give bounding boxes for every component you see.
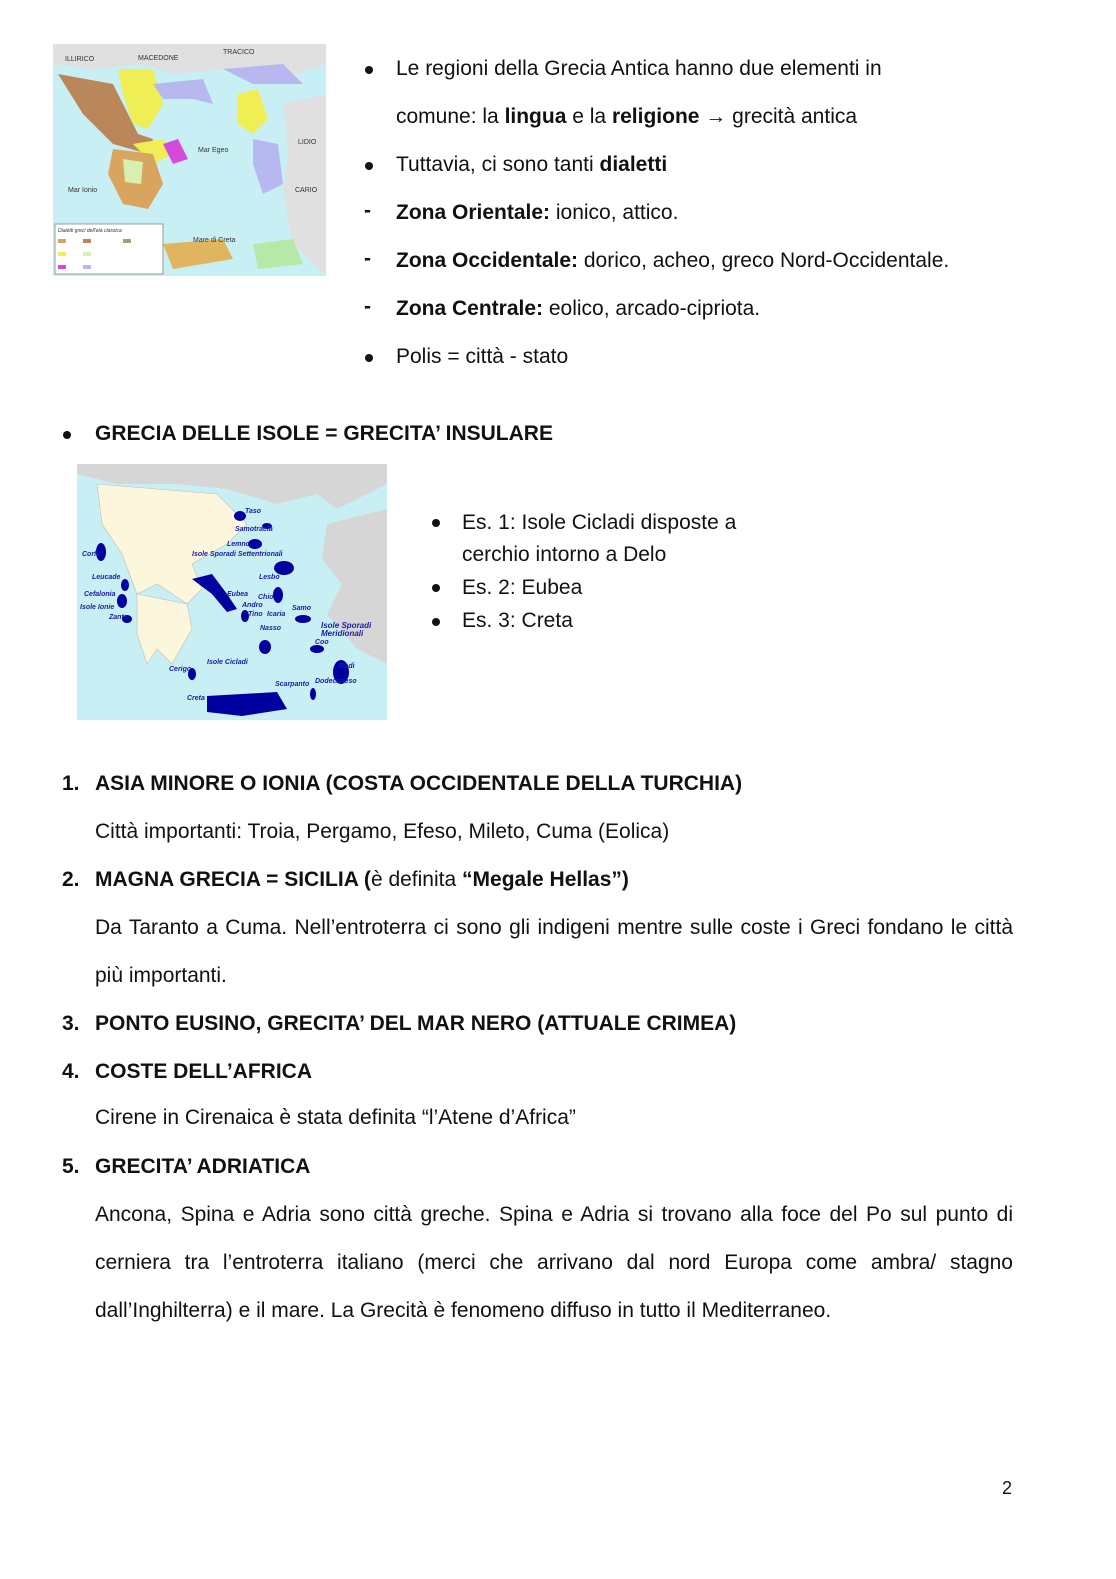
list-number: 3.: [62, 1012, 80, 1035]
dash-item: [396, 247, 949, 275]
text: grecità antica: [732, 105, 858, 128]
map-label: Leucade: [92, 574, 121, 581]
example-text: cerchio intorno a Delo: [462, 543, 667, 566]
map-label: Isole Cicladi: [207, 659, 248, 666]
dash-marker: -: [364, 247, 371, 270]
map-label: Lesbo: [259, 574, 280, 581]
text: comune: la: [396, 105, 505, 128]
list-heading: COSTE DELL’AFRICA: [95, 1060, 313, 1083]
map-label: Samotracia: [235, 526, 273, 533]
map-label: Andro: [242, 602, 263, 609]
list-heading: PONTO EUSINO, GRECITA’ DEL MAR NERO (ATTUALE CRIMEA): [95, 1012, 737, 1035]
bullet-icon: [432, 584, 440, 592]
map-label: Cerigo: [169, 666, 192, 673]
map-label: Isole Sporadi Settentrionali: [192, 551, 283, 558]
map-label: TRACICO: [223, 49, 255, 56]
dash-item: [396, 199, 678, 227]
example-text: Es. 1: Isole Cicladi disposte a: [462, 511, 737, 534]
text: eolico, arcado-cipriota.: [543, 297, 761, 320]
map-label: Isole Ionie: [80, 604, 115, 611]
map-label: Corfù: [82, 551, 101, 558]
greek-dialects-map: [53, 44, 326, 276]
dash-marker: -: [364, 199, 371, 222]
map-label: Mare di Creta: [193, 237, 236, 244]
dash-marker: -: [364, 295, 371, 318]
dash-item: [396, 295, 760, 323]
page-number: 2: [1002, 1478, 1013, 1498]
list-heading: ASIA MINORE O IONIA (COSTA OCCIDENTALE DELLA TURCHIA): [95, 772, 743, 795]
list-body: Ancona, Spina e Adria sono città greche. Spina e Adria si trovano alla foce del Po sul punto di cerniera tra l’entroterra italiano (merci che arrivano dal nord Europa come ambra/ stagno dall’Inghilterra) e il mare. La Grecità è fenomeno diffuso in tutto il Mediterraneo.: [95, 1203, 1013, 1322]
bold-text: MAGNA GRECIA = SICILIA (: [95, 868, 371, 891]
text: dorico, acheo, greco Nord-Occidentale.: [578, 249, 950, 272]
list-number: 1.: [62, 772, 80, 795]
text: Tuttavia, ci sono tanti: [396, 153, 600, 176]
bullet-icon: [432, 618, 440, 626]
list-body: Cirene in Cirenaica è stata definita “l’Atene d’Africa”: [95, 1106, 576, 1129]
bullet-text: Le regioni della Grecia Antica hanno due elementi in: [396, 57, 882, 80]
list-body: Da Taranto a Cuma. Nell’entroterra ci sono gli indigeni mentre sulle coste i Greci fondano le città più importanti.: [95, 916, 1013, 987]
greek-islands-map: [77, 464, 387, 720]
bold-text: Zona Occidentale:: [396, 249, 579, 272]
map-label: CARIO: [295, 187, 318, 194]
map-label: MACEDONE: [138, 55, 179, 62]
text: e la: [566, 105, 612, 128]
bullet-icon: [365, 66, 373, 74]
map-label: Isole Sporadi Meridionali: [321, 621, 372, 638]
example-text: Es. 3: Creta: [462, 609, 573, 632]
bullet-icon: [63, 431, 71, 439]
bullet-text: Polis = città - stato: [396, 345, 569, 368]
bullet-text: [396, 151, 667, 179]
example-text: Es. 2: Eubea: [462, 576, 583, 599]
map-label: Mar Ionio: [68, 187, 98, 194]
section-heading: GRECIA DELLE ISOLE = GRECITA’ INSULARE: [95, 422, 553, 445]
bullet-icon: [365, 354, 373, 362]
map-label: Chio: [258, 594, 274, 601]
map-label: Eubea: [227, 591, 249, 598]
map-label: Mar Egeo: [198, 147, 229, 154]
map-label: Scarpanto: [275, 681, 310, 688]
bold-text: Zona Orientale:: [396, 201, 551, 224]
map-label: Zante: [109, 614, 128, 621]
list-number: 2.: [62, 868, 80, 891]
bold-text: religione: [611, 105, 700, 128]
bullet-text: [396, 103, 857, 131]
arrow-icon: →: [699, 105, 733, 128]
map-label: Nasso: [260, 625, 282, 632]
bullet-icon: [432, 519, 440, 527]
map-label: Dodecaneso: [315, 678, 357, 685]
map-label: Creta: [187, 695, 205, 702]
map-label: Coo: [315, 639, 329, 646]
bold-text: “Megale Hellas”): [462, 868, 629, 891]
bullet-icon: [365, 162, 373, 170]
map-label: Icaria: [267, 611, 286, 618]
map-label: Cefalonia: [84, 591, 116, 598]
bold-text: dialetti: [599, 153, 668, 176]
map-label: Samo: [292, 605, 312, 612]
bold-text: lingua: [504, 105, 567, 128]
list-number: 5.: [62, 1155, 80, 1178]
map-label: ILLIRICO: [65, 56, 95, 63]
list-heading: [95, 866, 629, 894]
text: ionico, attico.: [550, 201, 679, 224]
bold-text: Zona Centrale:: [396, 297, 544, 320]
list-number: 4.: [62, 1060, 80, 1083]
map-label: LIDIO: [298, 139, 317, 146]
list-body: Città importanti: Troia, Pergamo, Efeso, Mileto, Cuma (Eolica): [95, 820, 670, 843]
map-label: Tino: [248, 611, 263, 618]
list-heading: GRECITA’ ADRIATICA: [95, 1155, 311, 1178]
map-label: Taso: [245, 508, 262, 515]
map-label: Rodi: [339, 663, 355, 670]
map-label: Lemno: [227, 541, 250, 548]
map-legend-title: Dialetti greci dell'età classica: [58, 228, 122, 234]
text: è definita: [370, 868, 463, 891]
